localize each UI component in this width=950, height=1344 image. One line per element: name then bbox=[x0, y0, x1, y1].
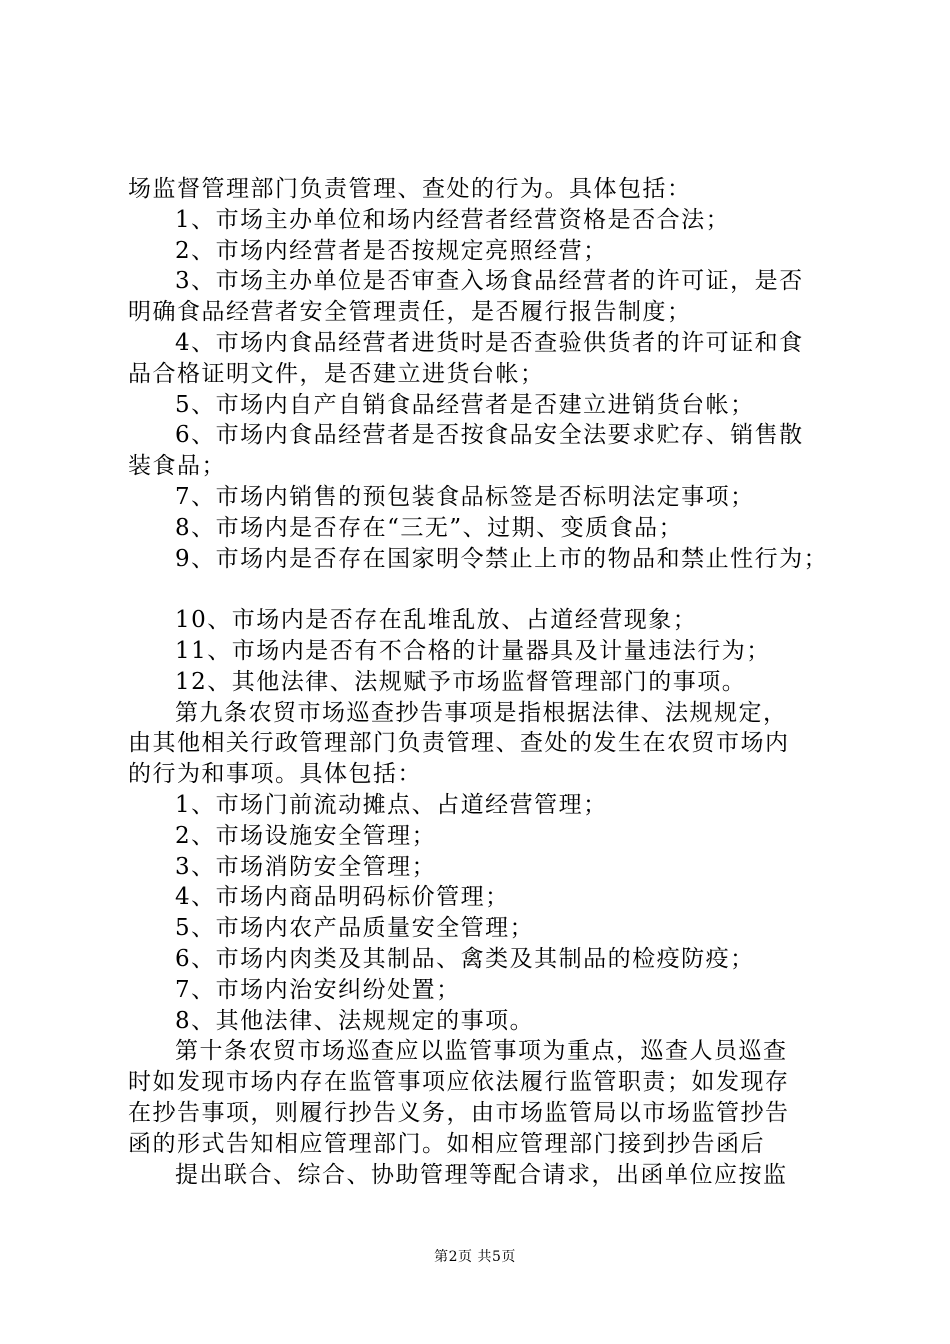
text-line: 8、市场内是否存在“三无”、过期、变质食品； bbox=[175, 514, 684, 541]
text-line: 1、市场门前流动摊点、占道经营管理； bbox=[175, 791, 608, 818]
text-line: 5、市场内自产自销食品经营者是否建立进销货台帐； bbox=[175, 391, 755, 418]
text-line: 场监督管理部门负责管理、查处的行为。具体包括： bbox=[128, 176, 692, 202]
text-line: 由其他相关行政管理部门负责管理、查处的发生在农贸市场内 bbox=[128, 730, 790, 757]
text-line: 4、市场内商品明码标价管理； bbox=[175, 884, 510, 911]
text-line: 第九条农贸市场巡查抄告事项是指根据法律、法规规定， bbox=[175, 699, 788, 726]
text-line: 4、市场内食品经营者进货时是否查验供货者的许可证和食 bbox=[175, 329, 804, 356]
document-body bbox=[128, 174, 848, 1190]
text-line: 6、市场内食品经营者是否按食品安全法要求贮存、销售散 bbox=[175, 422, 804, 449]
text-line: 第十条农贸市场巡查应以监管事项为重点，巡查人员巡查 bbox=[175, 1038, 788, 1065]
text-line: 在抄告事项，则履行抄告义务，由市场监管局以市场监管抄告 bbox=[128, 1099, 790, 1126]
text-line: 11、市场内是否有不合格的计量器具及计量违法行为； bbox=[175, 637, 771, 664]
text-line: 3、市场主办单位是否审查入场食品经营者的许可证，是否 bbox=[175, 268, 804, 295]
text-line: 6、市场内肉类及其制品、禽类及其制品的检疫防疫； bbox=[175, 945, 755, 972]
text-line: 5、市场内农产品质量安全管理； bbox=[175, 915, 535, 942]
text-line: 2、市场设施安全管理； bbox=[175, 822, 437, 849]
text-line: 明确食品经营者安全管理责任，是否履行报告制度； bbox=[128, 299, 692, 326]
page-footer: 第2页 共5页 bbox=[434, 1249, 516, 1265]
text-line: 10、市场内是否存在乱堆乱放、占道经营现象； bbox=[175, 607, 698, 634]
text-line: 函的形式告知相应管理部门。如相应管理部门接到抄告函后 bbox=[128, 1130, 765, 1157]
text-line: 7、市场内治安纠纷处置； bbox=[175, 976, 461, 1003]
text-line: 提出联合、综合、协助管理等配合请求，出函单位应按监 bbox=[175, 1161, 788, 1188]
text-line: 1、市场主办单位和场内经营者经营资格是否合法； bbox=[175, 206, 731, 233]
text-line: 2、市场内经营者是否按规定亮照经营； bbox=[175, 237, 608, 264]
blank-line bbox=[128, 574, 848, 605]
text-line: 3、市场消防安全管理； bbox=[175, 853, 437, 880]
text-line: 7、市场内销售的预包装食品标签是否标明法定事项； bbox=[175, 483, 755, 510]
text-line: 品合格证明文件，是否建立进货台帐； bbox=[128, 360, 545, 387]
text-line: 时如发现市场内存在监管事项应依法履行监管职责；如发现存 bbox=[128, 1069, 790, 1096]
text-line: 8、其他法律、法规规定的事项。 bbox=[175, 1007, 535, 1034]
text-line: 装食品； bbox=[128, 453, 226, 480]
text-line: 12、其他法律、法规赋予市场监督管理部门的事项。 bbox=[175, 668, 747, 695]
text-line: 的行为和事项。具体包括： bbox=[128, 761, 422, 788]
text-line: 9、市场内是否存在国家明令禁止上市的物品和禁止性行为； bbox=[175, 545, 829, 572]
